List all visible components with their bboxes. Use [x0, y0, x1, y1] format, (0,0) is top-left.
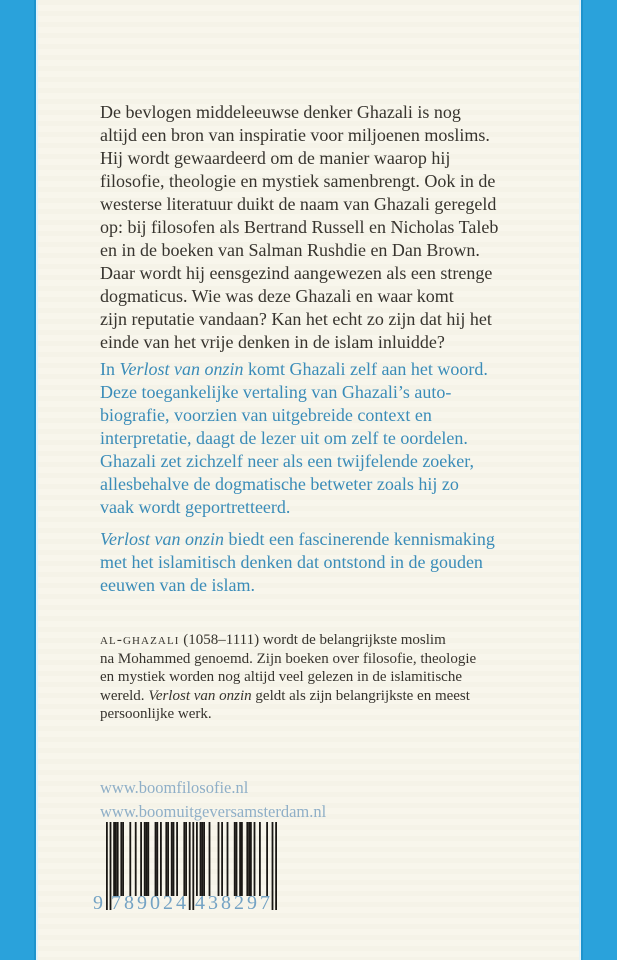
paragraph-intro: [100, 101, 498, 354]
text-line: Verlost van onzin biedt een fascinerende kennismaking: [100, 529, 495, 549]
text-line: al-ghazali (1058–1111) wordt de belangrijkste moslim: [100, 632, 446, 648]
barcode-digit-group: 9: [93, 892, 103, 914]
text-line: persoonlijke werk.: [100, 706, 212, 722]
text-line: Ghazali zet zichzelf neer als een twijfelende zoeker,: [100, 451, 475, 471]
text-line: met het islamitisch denken dat ontstond in de gouden: [100, 552, 483, 572]
text-line: zijn reputatie vandaan? Kan het echt zo zijn dat hij het: [100, 309, 492, 329]
text-line: einde van het vrije denken in de islam inluidde?: [100, 332, 445, 352]
text-line: In Verlost van onzin komt Ghazali zelf aan het woord.: [100, 359, 488, 379]
text-line: westerse literatuur duikt de naam van Ghazali geregeld: [100, 194, 497, 214]
text-line: vaak wordt geportretteerd.: [100, 497, 291, 517]
publisher-links-list: [100, 776, 326, 823]
isbn-barcode: [90, 822, 300, 924]
barcode-digit-group: 789024: [111, 892, 189, 914]
publisher-url: www.boomfilosofie.nl: [100, 778, 249, 797]
spine-bar-right: [581, 0, 617, 960]
text-line: Daar wordt hij eensgezind aangewezen als een strenge: [100, 263, 493, 283]
text-line: na Mohammed genoemd. Zijn boeken over filosofie, theologie: [100, 650, 477, 667]
paragraph-about-book: [100, 358, 488, 519]
text-line: allesbehalve de dogmatische betweter zoals hij zo: [100, 474, 459, 494]
text-line: filosofie, theologie en mystiek samenbrengt. Ook in de: [100, 171, 496, 191]
barcode-digit-group: 438297: [195, 892, 273, 914]
text-line: en in de boeken van Salman Rushdie en Dan Brown.: [100, 240, 480, 260]
text-line: interpretatie, daagt de lezer uit om zelf te oordelen.: [100, 428, 468, 448]
text-line: De bevlogen middeleeuwse denker Ghazali is nog: [100, 102, 461, 122]
text-line: wereld. Verlost van onzin geldt als zijn belangrijkste en meest: [100, 687, 470, 704]
text-line: Deze toegankelijke vertaling van Ghazali’s auto-: [100, 382, 452, 402]
spine-bar-left: [0, 0, 36, 960]
text-line: Hij wordt gewaardeerd om de manier waarop hij: [100, 148, 451, 168]
text-line: altijd een bron van inspiratie voor miljoenen moslims.: [100, 125, 490, 145]
text-line: eeuwen van de islam.: [100, 575, 255, 595]
text-line: biografie, voorzien van uitgebreide context en: [100, 405, 432, 425]
paragraph-author-bio: [100, 631, 476, 724]
text-line: op: bij filosofen als Bertrand Russell en Nicholas Taleb: [100, 217, 499, 237]
text-line: dogmaticus. Wie was deze Ghazali en waar komt: [100, 286, 454, 306]
text-line: en mystiek worden nog altijd veel gelezen in de islamitische: [100, 669, 462, 685]
publisher-url: www.boomuitgeversamsterdam.nl: [100, 801, 327, 821]
paragraph-pitch: [100, 528, 495, 597]
